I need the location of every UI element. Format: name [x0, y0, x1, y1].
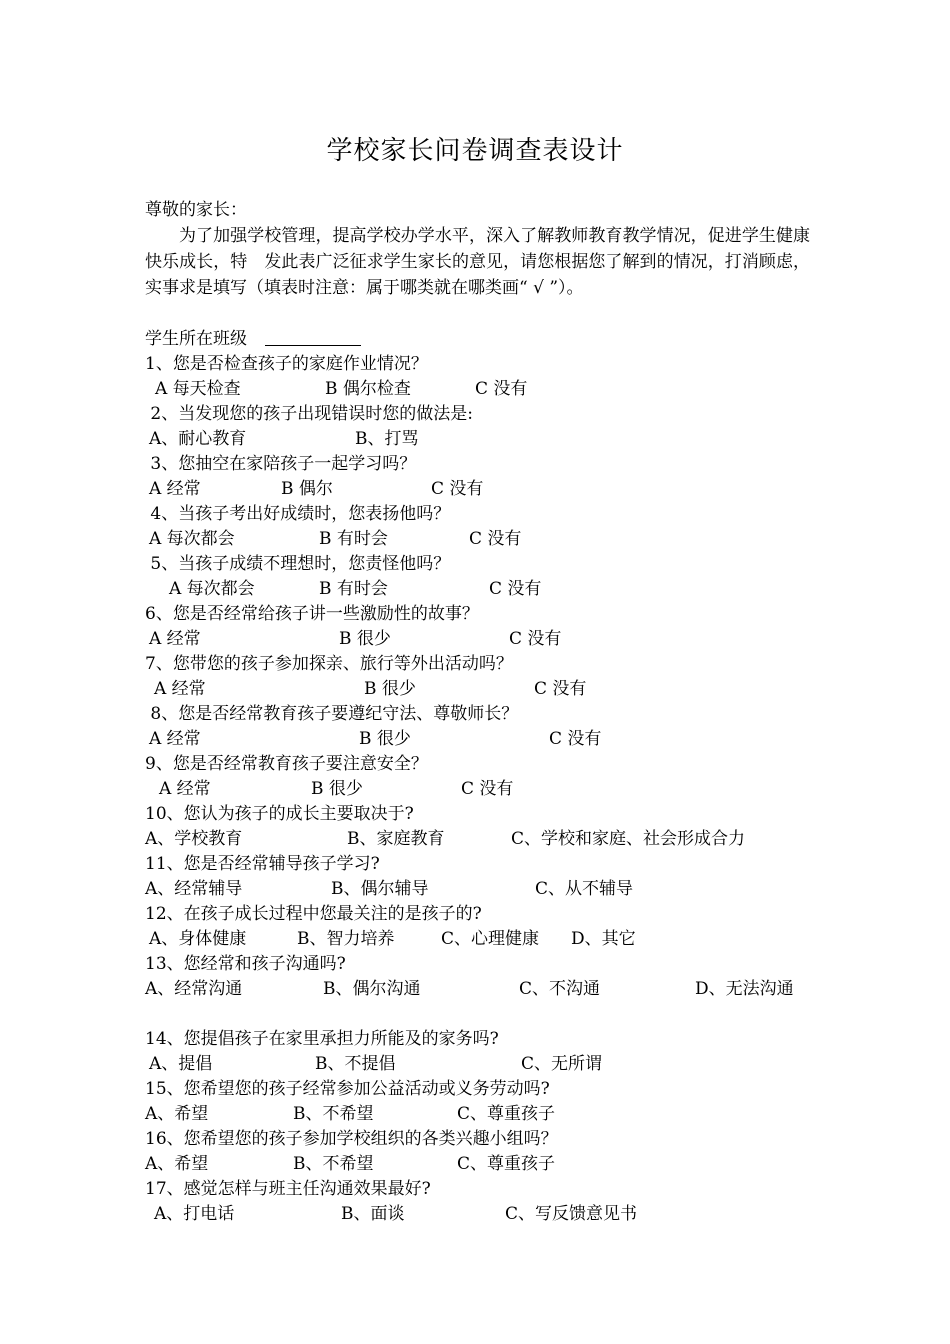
answer-option[interactable]: A、学校教育 — [145, 829, 243, 849]
answer-option[interactable]: B 很少 — [339, 629, 391, 649]
answer-option[interactable]: A、身体健康 — [149, 929, 247, 949]
answer-option[interactable]: B 偶尔 — [281, 479, 333, 499]
answer-option[interactable]: B、不提倡 — [315, 1054, 396, 1074]
option-row — [145, 727, 810, 752]
question-text: 7、您带您的孩子参加探亲、旅行等外出活动吗？ — [145, 654, 513, 674]
option-row — [145, 477, 810, 502]
answer-option[interactable]: B、偶尔沟通 — [323, 979, 421, 999]
option-row — [145, 927, 810, 952]
option-row — [145, 377, 810, 402]
option-row — [145, 577, 810, 602]
option-row — [145, 1202, 810, 1227]
answer-option[interactable]: B、不希望 — [293, 1104, 374, 1124]
answer-option[interactable]: C 没有 — [475, 379, 528, 399]
option-row — [145, 1052, 810, 1077]
class-label: 学生所在班级 — [145, 329, 247, 349]
answer-option[interactable]: A 每次都会 — [169, 579, 255, 599]
answer-option[interactable]: A 经常 — [154, 679, 206, 699]
page-title: 学校家长问卷调查表设计 — [326, 136, 624, 166]
answer-option[interactable]: A 每天检查 — [155, 379, 241, 399]
question-text: 9、您是否经常教育孩子要注意安全？ — [145, 754, 428, 774]
option-row — [145, 527, 810, 552]
question-text: 2、当发现您的孩子出现错误时您的做法是: — [145, 404, 473, 424]
option-row — [145, 427, 810, 452]
answer-option[interactable]: C 没有 — [469, 529, 522, 549]
answer-option[interactable]: C、心理健康 — [441, 929, 540, 949]
question-text: 4、当孩子考出好成绩时，您表扬他吗？ — [145, 504, 451, 524]
option-row — [145, 1152, 810, 1177]
answer-option[interactable]: C 没有 — [549, 729, 602, 749]
answer-option[interactable]: C、尊重孩子 — [457, 1104, 556, 1124]
option-row — [145, 777, 810, 802]
answer-option[interactable]: B、智力培养 — [297, 929, 395, 949]
answer-option[interactable]: C 没有 — [509, 629, 562, 649]
question-text: 8、您是否经常教育孩子要遵纪守法、尊敬师长？ — [145, 704, 519, 724]
question-text: 11、您是否经常辅导孩子学习? — [145, 854, 380, 874]
salutation: 尊敬的家长： — [145, 200, 247, 220]
question-text: 6、您是否经常给孩子讲一些激励性的故事？ — [145, 604, 479, 624]
answer-option[interactable]: A、耐心教育 — [149, 429, 247, 449]
answer-option[interactable]: C、不沟通 — [519, 979, 601, 999]
answer-option[interactable]: C 没有 — [431, 479, 484, 499]
blank-line — [145, 1002, 810, 1027]
answer-option[interactable]: A 每次都会 — [149, 529, 235, 549]
class-line — [145, 327, 810, 352]
question-text: 5、当孩子成绩不理想时，您责怪他吗？ — [145, 554, 451, 574]
question-text: 13、您经常和孩子沟通吗? — [145, 954, 346, 974]
answer-option[interactable]: C、写反馈意见书 — [505, 1204, 638, 1224]
question-text: 16、您希望您的孩子参加学校组织的各类兴趣小组吗？ — [145, 1129, 558, 1149]
question-text: 15、您希望您的孩子经常参加公益活动或义务劳动吗? — [145, 1079, 550, 1099]
answer-option[interactable]: B、家庭教育 — [347, 829, 445, 849]
answer-option[interactable]: A、希望 — [145, 1104, 209, 1124]
class-blank-field[interactable] — [265, 327, 361, 346]
answer-option[interactable]: D、无法沟通 — [695, 979, 794, 999]
question-text: 12、在孩子成长过程中您最关注的是孩子的? — [145, 904, 482, 924]
answer-option[interactable]: B 偶尔检查 — [325, 379, 411, 399]
answer-option[interactable]: B、偶尔辅导 — [331, 879, 429, 899]
option-row — [145, 977, 810, 1002]
question-text: 17、感觉怎样与班主任沟通效果最好? — [145, 1179, 431, 1199]
answer-option[interactable]: C、无所谓 — [521, 1054, 603, 1074]
option-row — [145, 677, 810, 702]
question-text: 3、您抽空在家陪孩子一起学习吗？ — [145, 454, 417, 474]
answer-option[interactable]: A、经常沟通 — [145, 979, 243, 999]
question-list — [145, 352, 810, 1227]
question-text: 1、您是否检查孩子的家庭作业情况？ — [145, 354, 428, 374]
answer-option[interactable]: B 很少 — [364, 679, 416, 699]
option-row — [145, 627, 810, 652]
answer-option[interactable]: C 没有 — [534, 679, 587, 699]
option-row — [145, 877, 810, 902]
option-row — [145, 1102, 810, 1127]
answer-option[interactable]: A、希望 — [145, 1154, 209, 1174]
answer-option[interactable]: D、其它 — [571, 929, 636, 949]
answer-option[interactable]: A、经常辅导 — [145, 879, 243, 899]
answer-option[interactable]: C 没有 — [489, 579, 542, 599]
document-body — [145, 198, 810, 1227]
answer-option[interactable]: C 没有 — [461, 779, 514, 799]
answer-option[interactable]: B、不希望 — [293, 1154, 374, 1174]
answer-option[interactable]: C、从不辅导 — [535, 879, 634, 899]
answer-option[interactable]: B、面谈 — [341, 1204, 405, 1224]
answer-option[interactable]: A 经常 — [149, 479, 201, 499]
answer-option[interactable]: A、打电话 — [154, 1204, 235, 1224]
answer-option[interactable]: A 经常 — [149, 629, 201, 649]
answer-option[interactable]: B 很少 — [311, 779, 363, 799]
answer-option[interactable]: B 有时会 — [319, 579, 388, 599]
answer-option[interactable]: C、尊重孩子 — [457, 1154, 556, 1174]
answer-option[interactable]: C、学校和家庭、社会形成合力 — [511, 829, 746, 849]
answer-option[interactable]: B 有时会 — [319, 529, 388, 549]
question-text: 14、您提倡孩子在家里承担力所能及的家务吗? — [145, 1029, 499, 1049]
answer-option[interactable]: B、打骂 — [355, 429, 419, 449]
answer-option[interactable]: B 很少 — [359, 729, 411, 749]
option-row — [145, 827, 810, 852]
question-text: 10、您认为孩子的成长主要取决于? — [145, 804, 414, 824]
answer-option[interactable]: A 经常 — [149, 729, 201, 749]
intro-paragraph: 为了加强学校管理，提高学校办学水平，深入了解教师教育教学情况，促进学生健康快乐成长，特 发此表广泛征求学生家长的意见，请您根据您了解到的情况，打消顾虑，实事求是填写（填表时注意：属于哪类就在哪类画“ √ ”）。 — [145, 226, 810, 298]
answer-option[interactable]: A、提倡 — [149, 1054, 213, 1074]
answer-option[interactable]: A 经常 — [159, 779, 211, 799]
